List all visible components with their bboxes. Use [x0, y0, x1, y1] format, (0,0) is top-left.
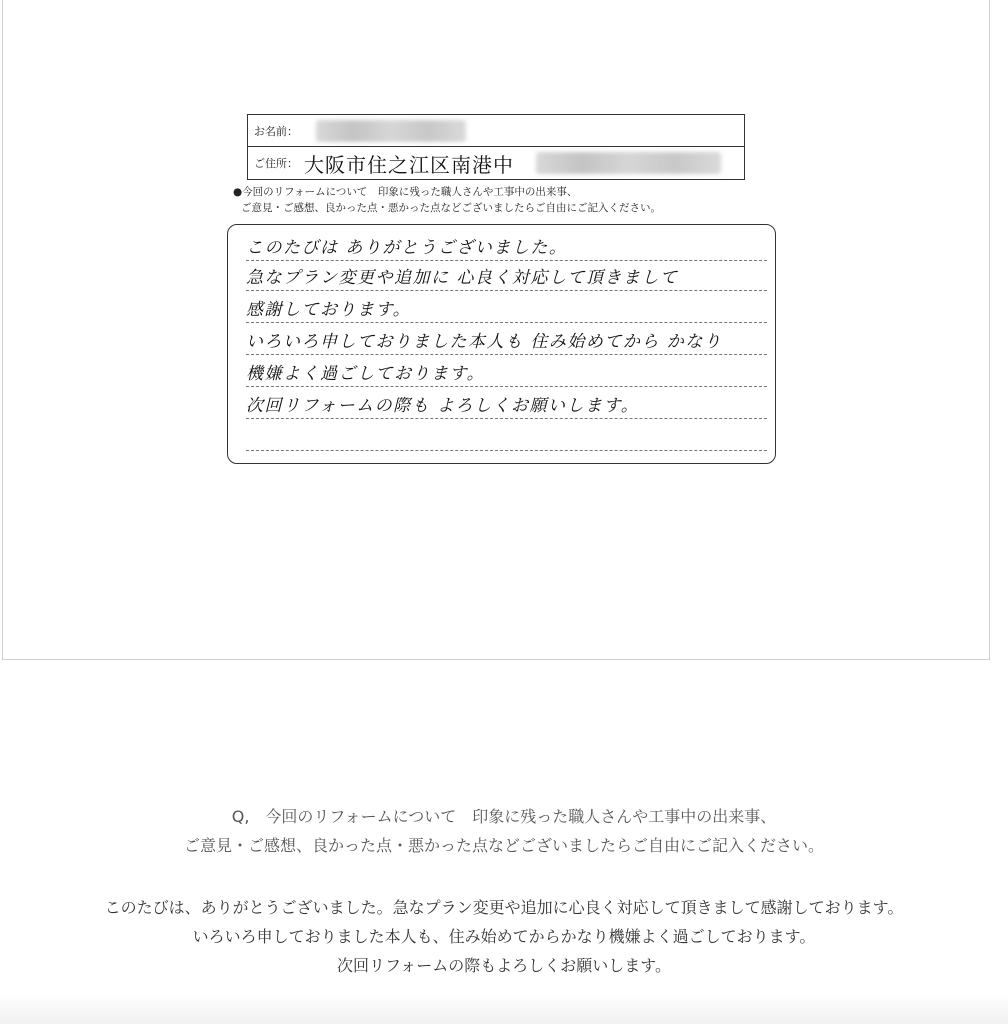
card-instruction [233, 184, 773, 216]
question-text [0, 802, 1008, 860]
handwritten-line: このたびは ありがとうございました。 [246, 225, 767, 261]
empty-line [246, 415, 767, 451]
question-line: ご意見・ご感想、良かった点・悪かった点などございましたらご自由にご記入ください。 [183, 836, 824, 855]
customer-info-box [247, 114, 745, 180]
answer-line: 次回リフォームの際もよろしくお願いします。 [337, 956, 671, 975]
handwritten-comment-box [227, 224, 776, 464]
questionnaire-card [225, 112, 780, 468]
question-line: Q, 今回のリフォームについて 印象に残った職人さんや工事中の出来事、 [231, 807, 777, 826]
handwritten-line: いろいろ申しておりました本人も 住み始めてから かなり [246, 319, 767, 355]
answer-text [0, 893, 1008, 980]
name-redacted [316, 120, 466, 142]
bottom-shade [0, 994, 1008, 1024]
name-row [248, 115, 744, 147]
handwritten-line: 機嫌よく過ごしております。 [246, 351, 767, 387]
address-redacted [536, 152, 721, 174]
answer-line: いろいろ申しておりました本人も、住み始めてからかなり機嫌よく過ごしております。 [192, 927, 816, 946]
address-handwritten: 大阪市住之江区南港中 [304, 152, 514, 177]
address-row [248, 147, 744, 179]
answer-line: このたびは、ありがとうございました。急なプラン変更や追加に心良く対応して頂きまして感謝しております。 [104, 898, 904, 917]
handwritten-line: 感謝しております。 [246, 287, 767, 323]
handwritten-line: 急なプラン変更や追加に 心良く対応して頂きまして [246, 255, 767, 291]
card-instruction-line: ご意見・ご感想、良かった点・悪かった点などございましたらご自由にご記入ください。 [241, 202, 661, 214]
handwritten-line: 次回リフォームの際も よろしくお願いします。 [246, 383, 767, 419]
card-instruction-line: ●今回のリフォームについて 印象に残った職人さんや工事中の出来事、 [233, 186, 578, 198]
name-label: お名前： [254, 124, 298, 138]
address-label: ご住所： [254, 157, 298, 170]
scanned-questionnaire-image [2, 0, 990, 660]
